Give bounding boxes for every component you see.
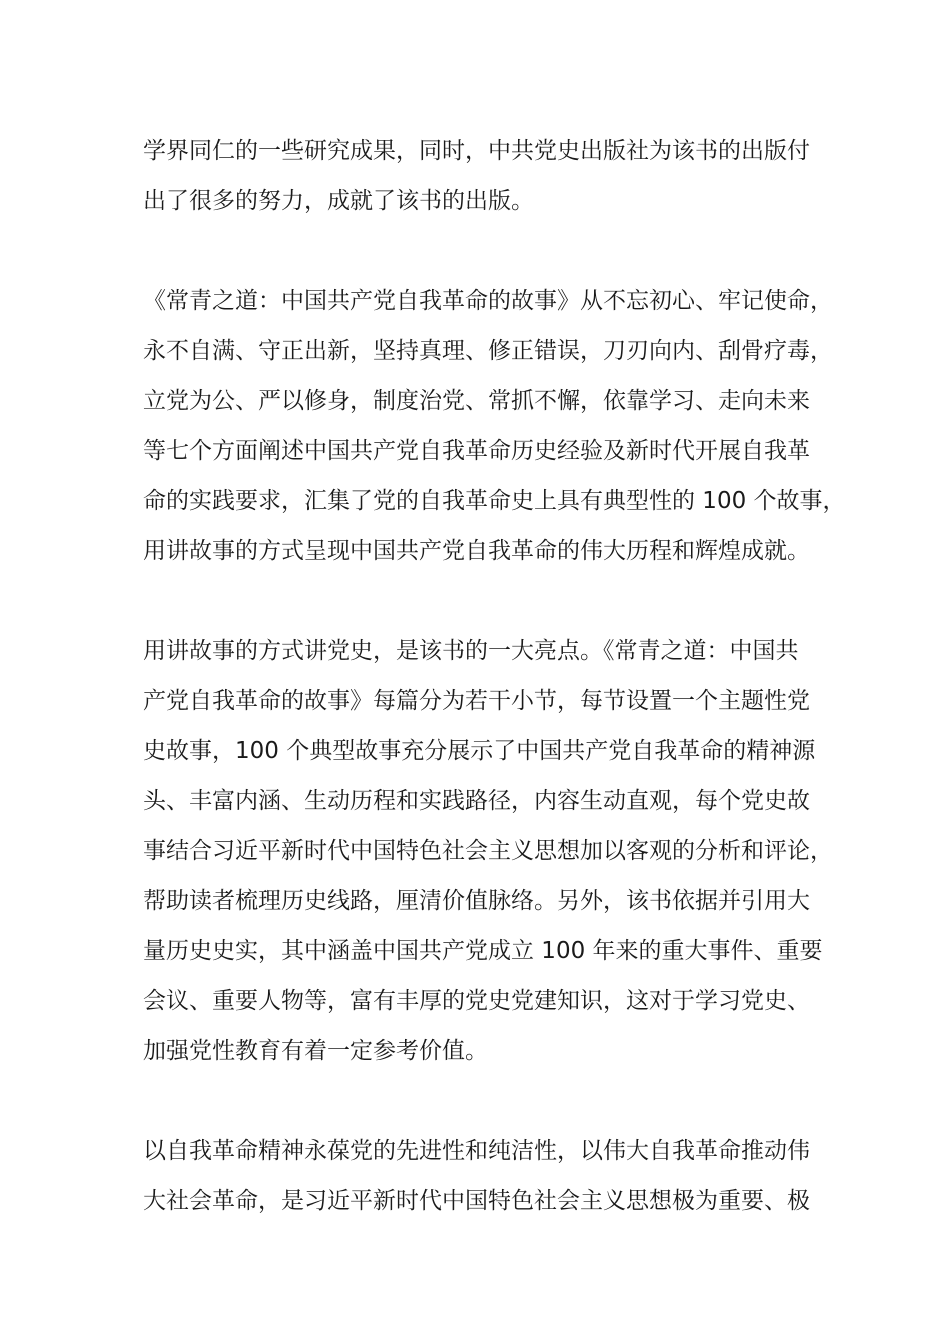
text-line: 用讲故事的方式呈现中国共产党自我革命的伟大历程和辉煌成就。 bbox=[143, 538, 810, 564]
paragraph-3 bbox=[143, 626, 833, 1076]
document-body bbox=[143, 126, 846, 1226]
text-line: 大社会革命，是习近平新时代中国特色社会主义思想极为重要、极 bbox=[143, 1188, 810, 1214]
paragraph-4 bbox=[143, 1126, 833, 1226]
text-line: 事结合习近平新时代中国特色社会主义思想加以客观的分析和评论， bbox=[143, 838, 833, 864]
text-line: 产党自我革命的故事》每篇分为若干小节，每节设置一个主题性党 bbox=[143, 688, 810, 714]
text-line: 会议、重要人物等，富有丰厚的党史党建知识，这对于学习党史、 bbox=[143, 988, 810, 1014]
paragraph-gap bbox=[143, 226, 833, 276]
text-line: 加强党性教育有着一定参考价值。 bbox=[143, 1038, 488, 1064]
text-line: 量历史史实，其中涵盖中国共产党成立 100 年来的重大事件、重要 bbox=[143, 938, 823, 964]
text-line: 史故事，100 个典型故事充分展示了中国共产党自我革命的精神源 bbox=[143, 738, 816, 764]
text-line: 用讲故事的方式讲党史，是该书的一大亮点。《常青之道：中国共 bbox=[143, 638, 799, 664]
text-line: 立党为公、严以修身，制度治党、常抓不懈，依靠学习、走向未来 bbox=[143, 388, 810, 414]
paragraph-gap bbox=[143, 1076, 833, 1126]
text-line: 帮助读者梳理历史线路，厘清价值脉络。另外，该书依据并引用大 bbox=[143, 888, 810, 914]
text-line: 学界同仁的一些研究成果，同时，中共党史出版社为该书的出版付 bbox=[143, 138, 810, 164]
paragraph-1 bbox=[143, 126, 833, 226]
text-line: 等七个方面阐述中国共产党自我革命历史经验及新时代开展自我革 bbox=[143, 438, 810, 464]
paragraph-gap bbox=[143, 576, 833, 626]
text-line: 头、丰富内涵、生动历程和实践路径，内容生动直观，每个党史故 bbox=[143, 788, 810, 814]
text-line: 以自我革命精神永葆党的先进性和纯洁性，以伟大自我革命推动伟 bbox=[143, 1138, 810, 1164]
text-line: 《常青之道：中国共产党自我革命的故事》从不忘初心、牢记使命， bbox=[143, 288, 833, 314]
text-line: 出了很多的努力，成就了该书的出版。 bbox=[143, 188, 534, 214]
paragraph-2 bbox=[143, 276, 846, 576]
text-line: 永不自满、守正出新，坚持真理、修正错误，刀刃向内、刮骨疗毒， bbox=[143, 338, 833, 364]
text-line: 命的实践要求，汇集了党的自我革命史上具有典型性的 100 个故事， bbox=[143, 488, 846, 514]
